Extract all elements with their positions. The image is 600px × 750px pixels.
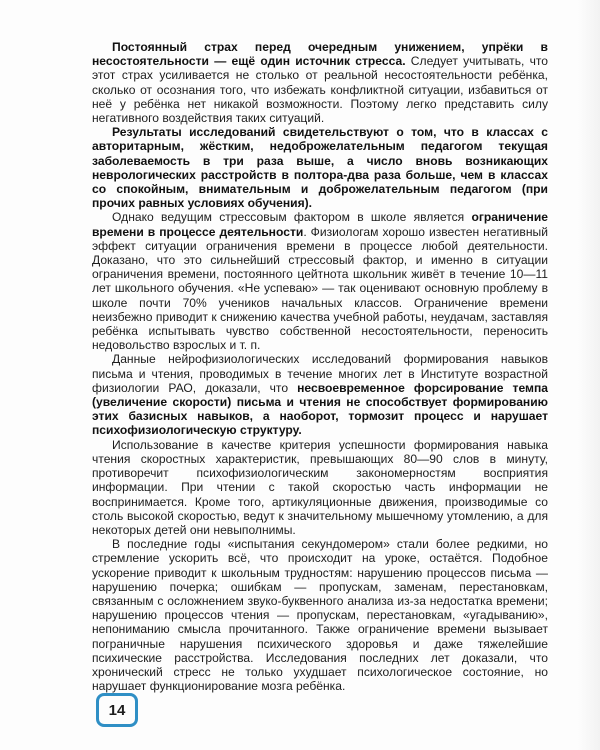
bold-text: Результаты исследований свидетельствуют о том, что в классах с авторитарным, жёстким, недоброжелательным педагогом текущая заболеваемость в три раза выше, а число вновь возникающих неврологических расстройств в полтора-два раза больше, чем в классах со спокойным, внимательным и доброжелательным педагогом (при прочих равных условиях обучения). [92,125,548,211]
bold-text: ограничение времени в процессе деятельности [92,210,548,239]
paragraph-time-limitation [92,210,548,352]
body-text: В последние годы «испытания секундомером» стали более редкими, но стремление ускорить всё, что происходит на уроке, остаётся. Подобное ускорение приводит к школьным трудностям: нарушению процессов письма — нарушению почерка; ошибкам — пропускам, заменам, перестановкам, связанным с осложнением звуко-буквенного анализа из-за недостатка времени; нарушению процессов чтения — пропускам, перестановкам, «угадыванию», непониманию смысла прочитанного. Также ограничение времени вызывает пограничные нарушения психического здоровья и даже тяжелейшие психические расстройства. Исследования последних лет доказали, что хронический стресс не только ухудшает психологическое состояние, но нарушает функционирование мозга ребёнка. [92,537,548,694]
page-number-badge [96,693,138,727]
body-text: Данные нейрофизиологических исследований формирования навыков письма и чтения, проводимых в течение многих лет в Институте возрастной физиологии РАО, доказали, что [92,352,548,395]
paragraph-fear-of-humiliation [92,40,548,125]
paragraph-stopwatch-tests [92,537,548,693]
body-text: Следует учитывать, что этот страх усиливается не столько от реальной несостоятельности ребёнка, сколько от осознания того, что избежать конфликтной ситуации, избавиться от неё у ребёнка нет никакой возможности. Поэтому легко представить силу негативного воздействия таких ситуаций. [92,54,548,126]
page-edge-shadow [578,0,600,750]
page-body-text [92,40,548,693]
bold-text: Постоянный страх перед очередным унижением, упрёки в несостоятельности — ещё один источник стресса. [92,40,548,69]
body-text: Использование в качестве критерия успешности формирования навыка чтения скоростных характеристик, превышающих 80—90 слов в минуту, противоречит психофизиологическим закономерностям восприятия информации. При чтении с такой скоростью часть информации не воспринимается. Кроме того, артикуляционные движения, производимые со столь высокой скоростью, ведут к значительному мышечному утомлению, а для некоторых детей они невыполнимы. [92,437,548,537]
body-text: Однако ведущим стрессовым фактором в школе является [112,210,472,225]
paragraph-reading-speed [92,438,548,537]
paragraph-research-results [92,125,548,210]
bold-text: несвоевременное форсирование темпа (увеличение скорости) письма и чтения не способствует формированию этих базисных навыков, а наоборот, тормозит процесс и нарушает психофизиологическую структуру. [92,380,549,438]
page-number: 14 [108,701,126,719]
body-text: . Физиологам хорошо известен негативный эффект ситуации ограничения времени в процессе любой деятельности. Доказано, что это сильнейший стрессовый фактор, и именно в ситуации ограничения времени, постоянного цейтнота школьник живёт в течение 10—11 лет школьного обучения. «Не успеваю» — так оценивают основную проблему в школе почти 70% учеников начальных классов. Ограничение времени неизбежно приводит к снижению качества учебной работы, неудачам, заставляя ребёнка испытывать чувство собственной несостоятельности, переносить недовольство взрослых и т. п. [92,224,548,353]
paragraph-neurophysiology [92,352,548,437]
